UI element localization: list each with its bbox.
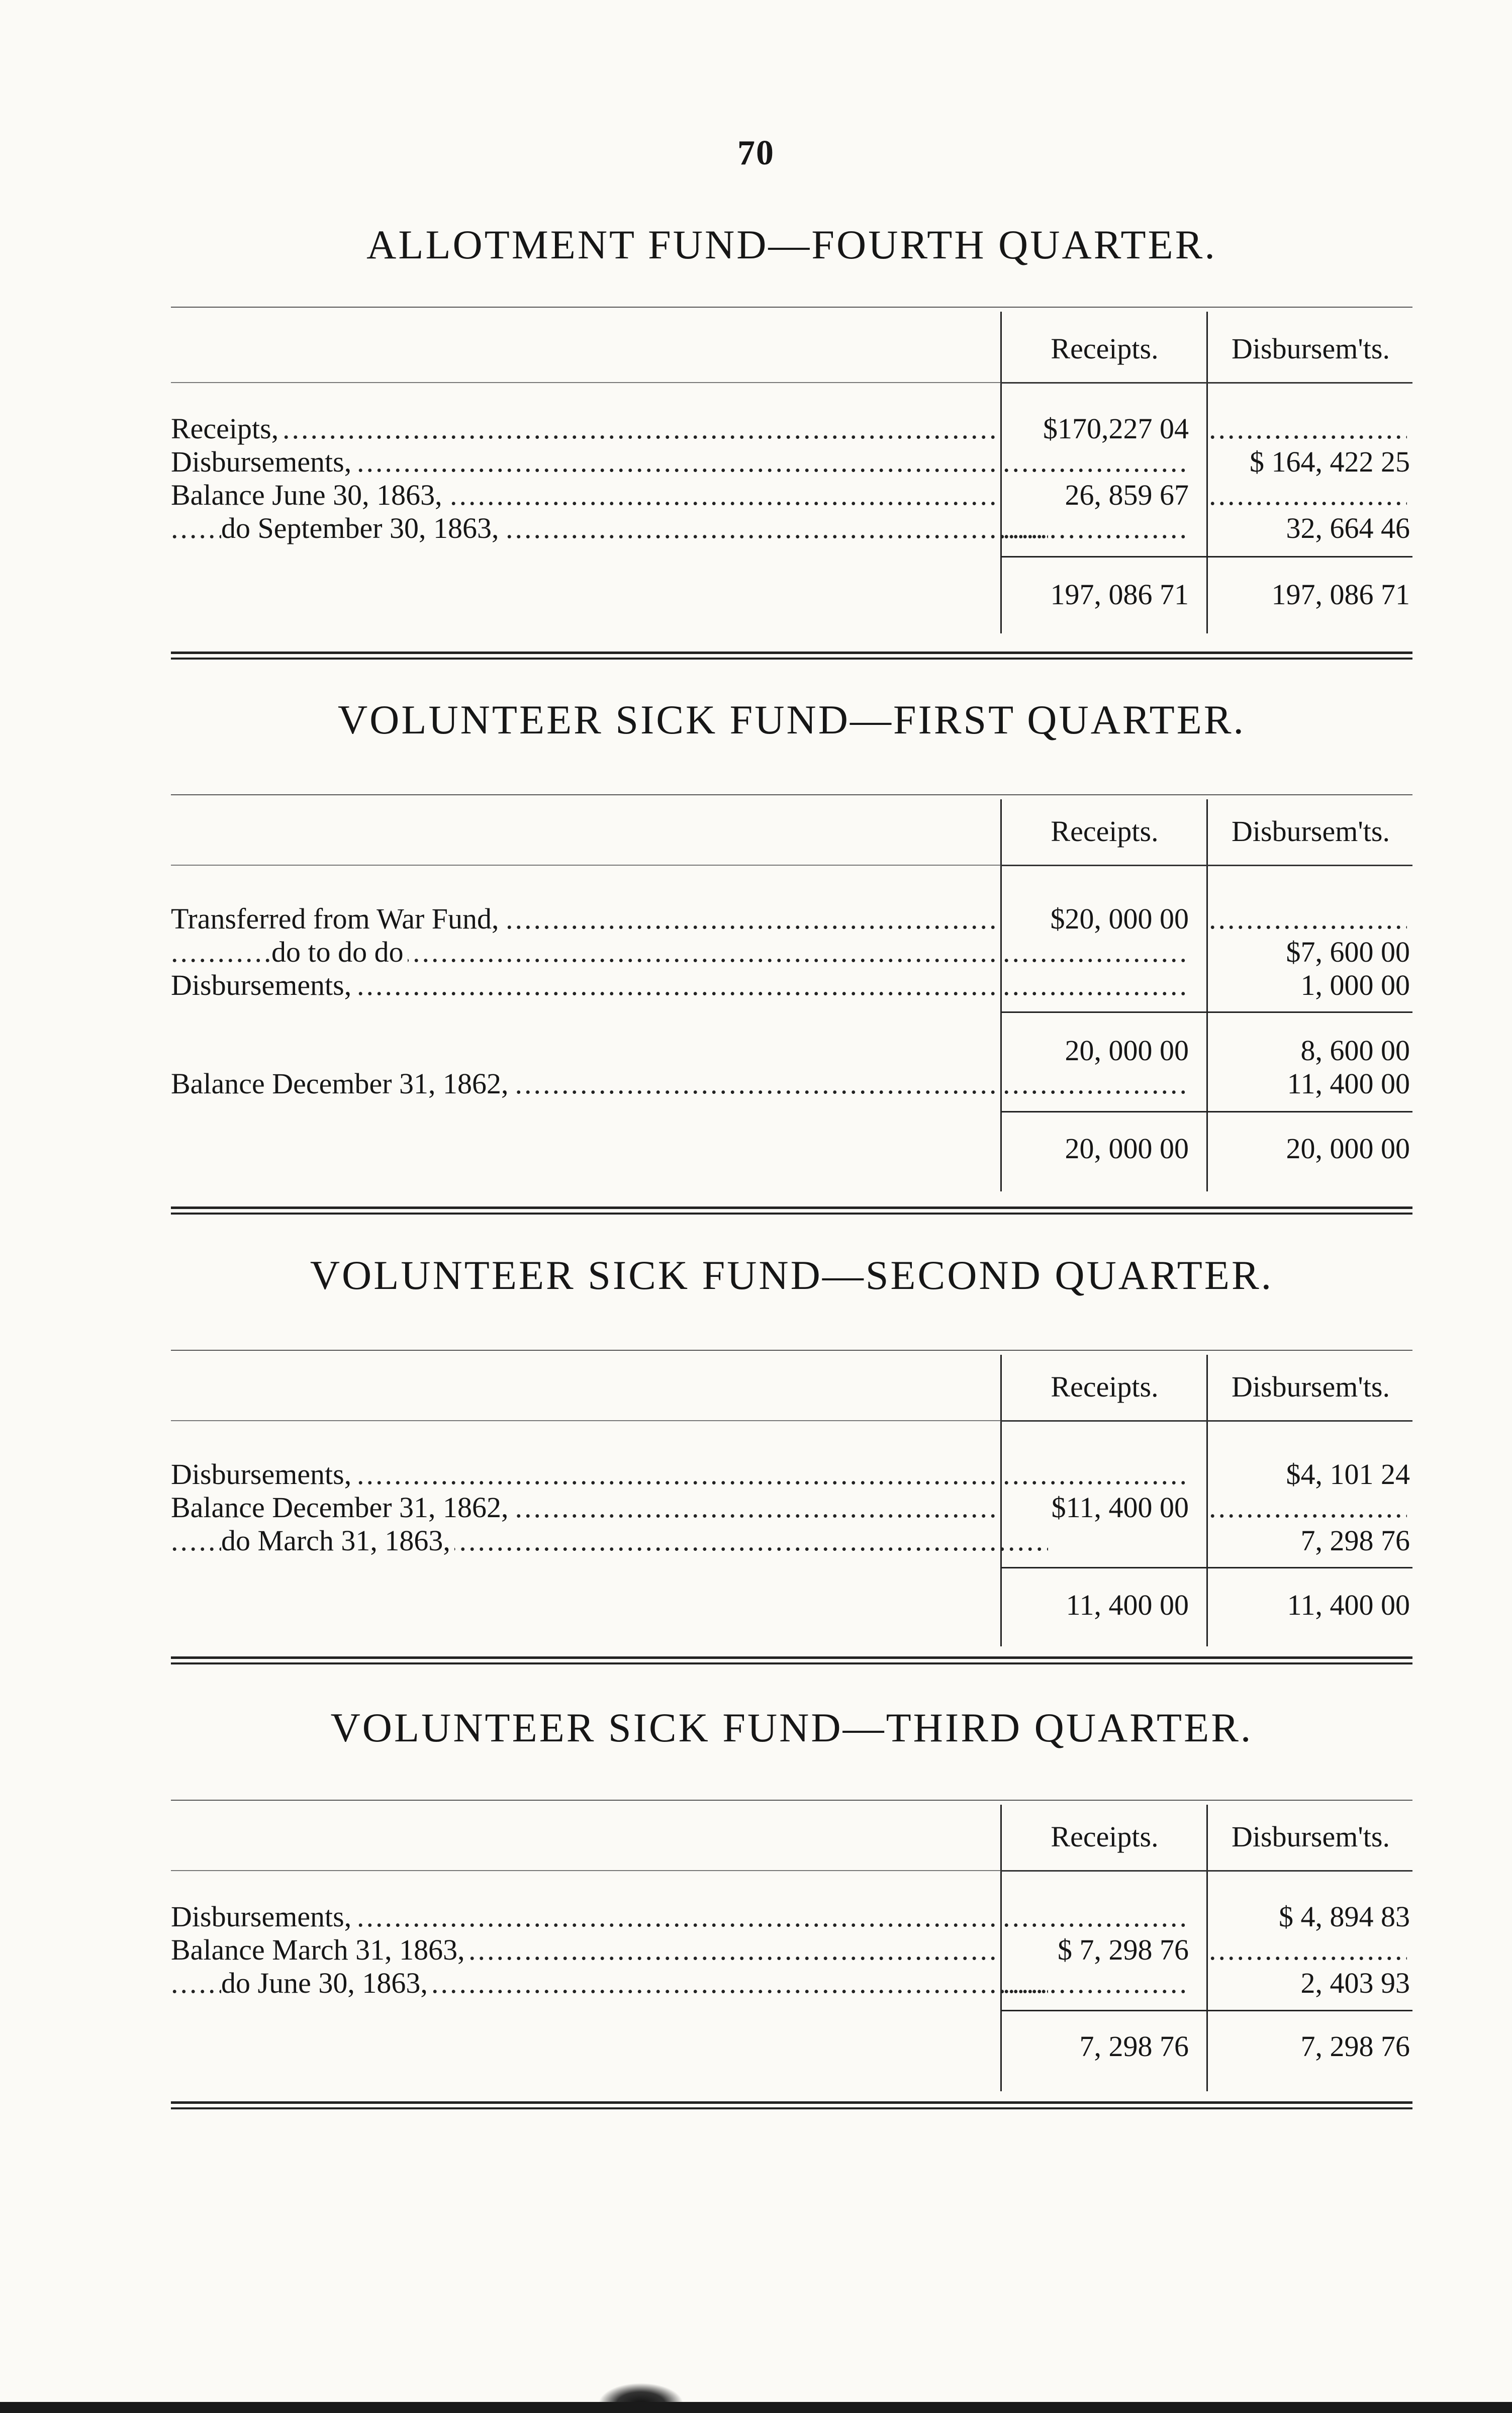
ledger-table	[171, 307, 1412, 669]
receipts-cell	[1003, 1967, 1189, 2000]
disbursements-cell: 7, 298 76	[1209, 1524, 1410, 1557]
table-row	[171, 1900, 1412, 1933]
section-volunteer-sick-second-quarter	[171, 1252, 1412, 1679]
header-rule	[1000, 865, 1206, 866]
disbursements-cell	[1209, 1933, 1410, 1967]
totals-row	[171, 1589, 1412, 1622]
section-title: VOLUNTEER SICK FUND—SECOND QUARTER.	[310, 1252, 1274, 1298]
disbursements-total: 7, 298 76	[1209, 2030, 1410, 2063]
disbursements-cell	[1209, 412, 1410, 445]
table-row	[171, 1491, 1412, 1524]
disbursements-header: Disbursem'ts.	[1232, 1820, 1390, 1853]
header-rule	[1000, 1420, 1206, 1422]
receipts-total: 7, 298 76	[1003, 2030, 1189, 2063]
header-rule	[1000, 382, 1206, 384]
sum-rule	[1000, 1011, 1412, 1013]
row-label: Balance December 31, 1862, .....	[171, 1067, 998, 1100]
receipts-header: Receipts.	[1051, 815, 1159, 848]
disbursements-cell: $7, 600 00	[1209, 936, 1410, 969]
table-row	[171, 1933, 1412, 1967]
header-rule	[1000, 1870, 1206, 1872]
disbursements-total: 20, 000 00	[1209, 1132, 1410, 1165]
section-title: ALLOTMENT FUND—FOURTH QUARTER.	[366, 222, 1217, 267]
page-bottom-edge	[0, 2402, 1512, 2413]
row-label: do to do do .....	[171, 936, 998, 969]
table-top-rule	[171, 1350, 1412, 1351]
header-rule	[171, 1870, 1000, 1871]
table-row	[171, 969, 1412, 1002]
ledger-table	[171, 1800, 1412, 2121]
section-end-rule	[171, 652, 1412, 660]
disbursements-total: 197, 086 71	[1209, 578, 1410, 611]
table-row	[171, 1458, 1412, 1491]
section-title: VOLUNTEER SICK FUND—FIRST QUARTER.	[337, 697, 1246, 743]
section-end-rule	[171, 1206, 1412, 1215]
disbursements-cell: 1, 000 00	[1209, 969, 1410, 1002]
receipts-cell	[1003, 936, 1189, 969]
section-end-rule	[171, 1656, 1412, 1664]
disbursements-header: Disbursem'ts.	[1232, 1370, 1390, 1403]
section-title: VOLUNTEER SICK FUND—THIRD QUARTER.	[330, 1705, 1253, 1750]
disbursements-cell: $ 4, 894 83	[1209, 1900, 1410, 1933]
receipts-subtotal: 20, 000 00	[1003, 1034, 1189, 1067]
table-row	[171, 479, 1412, 512]
table-row	[171, 445, 1412, 479]
receipts-cell: $ 7, 298 76	[1003, 1933, 1189, 1967]
disbursements-header: Disbursem'ts.	[1232, 332, 1390, 365]
header-rule	[171, 1420, 1000, 1421]
header-rule	[171, 382, 1000, 383]
totals-row	[171, 2030, 1412, 2063]
section-end-rule	[171, 2101, 1412, 2109]
disbursements-cell: $ 164, 422 25	[1209, 445, 1410, 479]
subtotals-row	[171, 1034, 1412, 1067]
receipts-cell	[1003, 969, 1189, 1002]
totals-row	[171, 578, 1412, 611]
disbursements-header: Disbursem'ts.	[1232, 815, 1390, 848]
receipts-total: 197, 086 71	[1003, 578, 1189, 611]
section-volunteer-sick-first-quarter	[171, 696, 1412, 1249]
table-row	[171, 1967, 1412, 2000]
receipts-cell	[1003, 445, 1189, 479]
header-rule	[171, 865, 1000, 866]
receipts-cell	[1003, 1900, 1189, 1933]
row-label: do September 30, 1863, .....	[171, 512, 1048, 545]
row-label: Disbursements, .....	[171, 1458, 998, 1491]
row-label: do March 31, 1863, .....	[171, 1524, 1048, 1557]
row-label: Disbursements, .....	[171, 1900, 998, 1933]
receipts-cell: $11, 400 00	[1003, 1491, 1189, 1524]
row-label: Balance March 31, 1863, .....	[171, 1933, 998, 1967]
row-label: Disbursements, .....	[171, 969, 998, 1002]
row-label: Transferred from War Fund, .....	[171, 902, 998, 936]
disbursements-cell: 2, 403 93	[1209, 1967, 1410, 2000]
receipts-total: 20, 000 00	[1003, 1132, 1189, 1165]
disbursements-cell	[1209, 479, 1410, 512]
sum-rule	[1000, 556, 1412, 558]
disbursements-cell	[1209, 1491, 1410, 1524]
section-allotment-fourth-quarter	[171, 216, 1412, 694]
header-rule	[1206, 1870, 1412, 1872]
table-row	[171, 936, 1412, 969]
disbursements-cell: $4, 101 24	[1209, 1458, 1410, 1491]
table-top-rule	[171, 307, 1412, 308]
section-volunteer-sick-third-quarter	[171, 1704, 1412, 2131]
row-label: Balance June 30, 1863, .....	[171, 479, 998, 512]
table-row	[171, 1524, 1412, 1557]
totals-row	[171, 1132, 1412, 1165]
disbursements-subtotal: 8, 600 00	[1209, 1034, 1410, 1067]
disbursements-cell: 32, 664 46	[1209, 512, 1410, 545]
ledger-table	[171, 1350, 1412, 1672]
sum-rule	[1000, 1567, 1412, 1568]
receipts-cell: $20, 000 00	[1003, 902, 1189, 936]
header-rule	[1206, 382, 1412, 384]
row-label: Receipts, .....	[171, 412, 998, 445]
table-top-rule	[171, 1800, 1412, 1801]
sum-rule	[1000, 1111, 1412, 1112]
row-label: do June 30, 1863, .....	[171, 1967, 1048, 2000]
receipts-header: Receipts.	[1051, 1820, 1159, 1853]
table-row	[171, 902, 1412, 936]
sum-rule	[1000, 2010, 1412, 2011]
table-top-rule	[171, 794, 1412, 795]
page-number: 70	[737, 134, 775, 172]
ledger-table	[171, 794, 1412, 1232]
table-row	[171, 412, 1412, 445]
disbursements-cell: 11, 400 00	[1209, 1067, 1410, 1100]
receipts-cell: $170,227 04	[1003, 412, 1189, 445]
table-row	[171, 512, 1412, 545]
receipts-total: 11, 400 00	[1003, 1589, 1189, 1622]
receipts-cell: 26, 859 67	[1003, 479, 1189, 512]
header-rule	[1206, 1420, 1412, 1422]
table-row	[171, 1067, 1412, 1100]
row-label: Disbursements, .....	[171, 445, 998, 479]
disbursements-cell	[1209, 902, 1410, 936]
receipts-cell	[1003, 512, 1189, 545]
disbursements-total: 11, 400 00	[1209, 1589, 1410, 1622]
header-rule	[1206, 865, 1412, 866]
receipts-cell	[1003, 1458, 1189, 1491]
row-label: Balance December 31, 1862, .....	[171, 1491, 998, 1524]
receipts-header: Receipts.	[1051, 332, 1159, 365]
receipts-cell	[1003, 1067, 1189, 1100]
receipts-header: Receipts.	[1051, 1370, 1159, 1403]
